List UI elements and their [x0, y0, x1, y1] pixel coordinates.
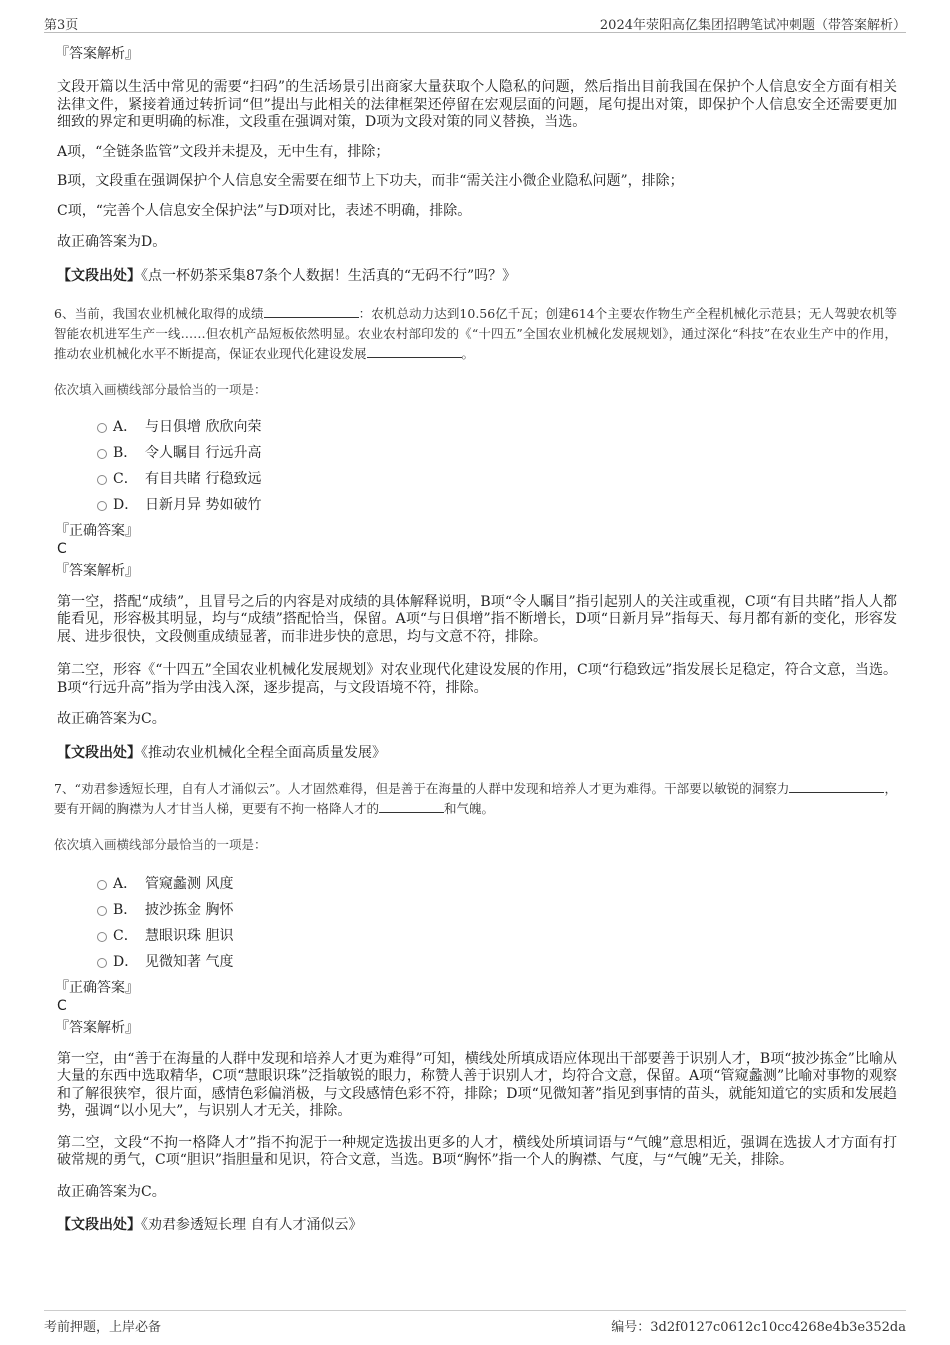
q7-option-d[interactable]: D． 见微知著 气度 — [97, 949, 897, 975]
q5-conclusion: 故正确答案为D。 — [57, 234, 167, 250]
q6-analysis-para-1: 第一空，搭配“成绩”，且冒号之后的内容是对成绩的具体解释说明，B项“令人瞩目”指引起别人的关注或重视，C项“有目共睹”指人人都能看见，形容极其明显，均与“成绩”搭配恰当，保留。A项“与日俱增”指不断增长，D项“日新月异”指每天、每月都有新的变化，形容发展、进步很快，文段侧重成绩显著，而非进步快的意思，均与文意不符，排除。 — [57, 593, 897, 645]
q7-option-c[interactable]: C． 慧眼识珠 胆识 — [97, 923, 897, 949]
radio-icon[interactable] — [97, 958, 107, 968]
footer-slogan: 考前押题，上岸必备 — [44, 1320, 162, 1335]
q7-conclusion: 故正确答案为C。 — [57, 1183, 166, 1200]
radio-icon[interactable] — [97, 880, 107, 890]
q5-analysis-para-2: A项，“全链条监管”文段并未提及，无中生有，排除； — [57, 143, 390, 160]
q6-option-b[interactable]: B． 令人瞩目 行远升高 — [97, 440, 897, 466]
q5-analysis-para-4: C项，“完善个人信息安全保护法”与D项对比，表述不明确，排除。 — [57, 202, 472, 219]
q7-stem-part-3: 和气魄。 — [444, 800, 495, 816]
footer-serial-number: 编号：3d2f0127c0612c10cc4268e4b3e352da — [611, 1320, 906, 1335]
page-footer — [44, 1310, 906, 1333]
q7-option-b[interactable]: B． 披沙拣金 胸怀 — [97, 897, 897, 923]
q7-correct-tag: 『正确答案』 — [55, 979, 139, 996]
q5-source-label: 【文段出处】 — [57, 267, 141, 284]
q6-option-c[interactable]: C． 有目共睹 行稳致远 — [97, 466, 897, 492]
q6-stem-part-3: 。 — [461, 345, 475, 361]
q5-analysis-para-1: 文段开篇以生活中常见的需要“扫码”的生活场景引出商家大量获取个人隐私的问题，然后指出目前我国在保护个人信息安全方面有相关法律文件，紧接着通过转折词“但”提出与此相关的法律框架还停留在宏观层面的问题，尾句提出对策，即保护个人信息安全还需要更加细致的界定和更明确的标准，文段重在强调对策，D项为文段对策的同义替换，当选。 — [57, 79, 897, 130]
q6-conclusion: 故正确答案为C。 — [57, 711, 166, 727]
q5-source-title: 《点一杯奶茶采集87条个人数据！生活真的“无码不行”吗？》 — [141, 267, 517, 284]
q7-blank-2 — [379, 800, 444, 813]
q6-option-d[interactable]: D． 日新月异 势如破竹 — [97, 492, 897, 518]
q7-blank-1 — [789, 780, 884, 793]
q6-correct-answer: C — [57, 540, 67, 557]
radio-icon[interactable] — [97, 475, 107, 485]
q7-source-title: 《劝君参透短长理 自有人才涌似云》 — [141, 1217, 363, 1233]
q5-analysis-tag: 『答案解析』 — [55, 46, 139, 62]
q6-correct-tag: 『正确答案』 — [55, 522, 139, 539]
q6-source-label: 【文段出处】 — [57, 744, 141, 761]
q7-stem-part-2: ，要有开阔的胸襟为人才甘当人梯，更要有不拘一格降人才的 — [54, 780, 897, 816]
radio-icon[interactable] — [97, 423, 107, 433]
q6-stem-part-1: 6、当前，我国农业机械化取得的成绩 — [54, 305, 264, 321]
q7-option-a[interactable]: A． 管窥蠡测 风度 — [97, 871, 897, 897]
q6-blank-1 — [264, 305, 359, 318]
q7-analysis-para-1: 第一空，由“善于在海量的人群中发现和培养人才更为难得”可知，横线处所填成语应体现出干部要善于识别人才，B项“披沙拣金”比喻从大量的东西中选取精华，C项“慧眼识珠”泛指敏锐的眼力，称赞人善于识别人才，均符合文意，保留。A项“管窥蠡测”比喻对事物的观察和了解很狭窄，很片面，感情色彩偏消极，与文段感情色彩不符，排除；D项“见微知著”指见到事情的苗头，就能知道它的实质和发展趋势，强调“以小见大”，与识别人才无关，排除。 — [57, 1050, 897, 1119]
radio-icon[interactable] — [97, 449, 107, 459]
q6-stem-part-2: ：农机总动力达到10.56亿千瓦；创建614个主要农作物生产全程机械化示范县；无人驾驶农机等智能农机进军生产一线……但农机产品短板依然明显。农业农村部印发的《“十四五”全国农业机械化发展规划》，通过深化“科技”在农业生产中的作用，推动农业机械化水平不断提高，保证农业现代化建设发展 — [54, 305, 897, 361]
q7-correct-answer: C — [57, 997, 67, 1014]
q5-source — [57, 266, 897, 286]
document-title: 2024年荥阳高亿集团招聘笔试冲刺题（带答案解析） — [599, 18, 906, 33]
q6-analysis-tag: 『答案解析』 — [55, 562, 139, 579]
q7-stem-part-1: 7、“劝君参透短长理，自有人才涌似云”。人才固然难得，但是善于在海量的人群中发现和培养人才更为难得。干部要以敏锐的洞察力 — [54, 780, 790, 796]
q6-source-title: 《推动农业机械化全程全面高质量发展》 — [141, 744, 386, 761]
q6-blank-2 — [367, 345, 462, 358]
radio-icon[interactable] — [97, 906, 107, 916]
q6-instruction: 依次填入画横线部分最恰当的一项是： — [54, 381, 267, 397]
page-content — [54, 44, 897, 1235]
q6-analysis-para-2: 第二空，形容《“十四五”全国农业机械化发展规划》对农业现代化建设发展的作用，C项“行稳致远”指发展长足稳定，符合文意，当选。B项“行远升高”指为学由浅入深，逐步提高，与文段语境不符，排除。 — [57, 662, 897, 696]
q7-source — [57, 1215, 897, 1235]
q7-instruction: 依次填入画横线部分最恰当的一项是： — [54, 836, 267, 852]
q7-stem — [54, 779, 897, 819]
q7-analysis-tag: 『答案解析』 — [55, 1019, 139, 1036]
q6-option-a[interactable]: A． 与日俱增 欣欣向荣 — [97, 414, 897, 440]
radio-icon[interactable] — [97, 932, 107, 942]
page-header — [44, 12, 906, 33]
q5-analysis-para-3: B项，文段重在强调保护个人信息安全需要在细节上下功夫，而非“需关注小微企业隐私问题”，排除； — [57, 173, 684, 189]
q7-source-label: 【文段出处】 — [57, 1217, 141, 1233]
q6-stem — [54, 304, 897, 364]
radio-icon[interactable] — [97, 501, 107, 511]
q7-options — [97, 871, 897, 975]
q6-options — [97, 414, 897, 518]
q7-analysis-para-2: 第二空，文段“不拘一格降人才”指不拘泥于一种规定选拔出更多的人才，横线处所填词语与“气魄”意思相近，强调在选拔人才方面有打破常规的勇气，C项“胆识”指胆量和见识，符合文意，当选。B项“胸怀”指一个人的胸襟、气度，与“气魄”无关，排除。 — [57, 1134, 897, 1168]
q6-source — [57, 743, 897, 763]
page-number: 第3页 — [44, 18, 79, 33]
